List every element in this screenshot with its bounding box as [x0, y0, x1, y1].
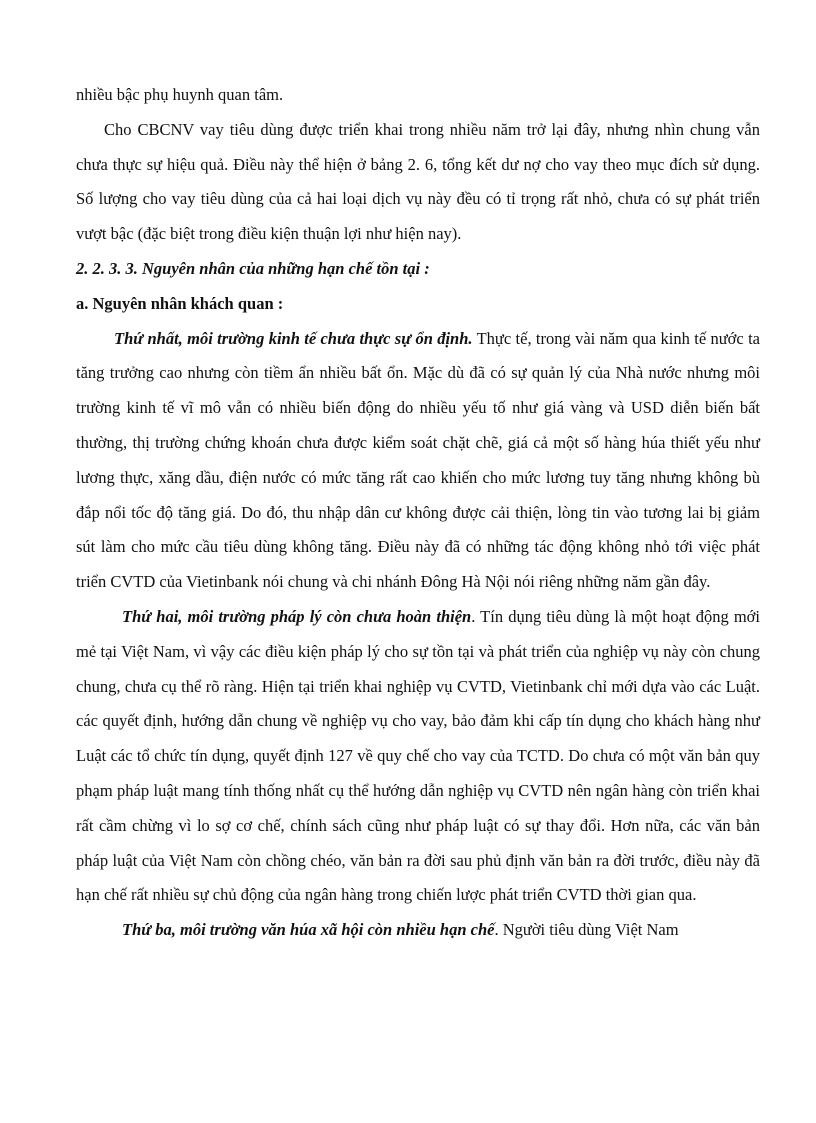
- subsection-heading: a. Nguyên nhân khách quan :: [76, 293, 284, 313]
- paragraph-body: . Tín dụng tiêu dùng là một hoạt động mới mẻ tại Việt Nam, vì vậy các điều kiện pháp lý cho sự tồn tại và phát triển của nghiệp vụ này còn chung chung, chưa cụ thể rõ ràng. Hiện tại triển khai nghiệp vụ CVTD, Vietinbank chỉ mới dựa vào các Luật. các quyết định, hướng dẫn chung về nghiệp vụ cho vay, bảo đảm khi cấp tín dụng cho khách hàng như Luật các tổ chức tín dụng, quyết định 127 về quy chế cho vay của TCTD. Do chưa có một văn bản quy phạm pháp luật mang tính thống nhất cụ thể hướng dẫn nghiệp vụ CVTD nên ngân hàng còn triển khai rất cầm chừng vì lo sợ cơ chế, chính sách cũng như pháp luật có sự thay đổi. Hơn nữa, các văn bản pháp luật của Việt Nam còn chồng chéo, văn bản ra đời sau phủ định văn bản ra đời trước, điều này đã hạn chế rất nhiều sự chủ động của ngân hàng trong chiến lược phát triển CVTD thời gian qua.: [76, 606, 760, 905]
- paragraph-consumer-loans: Cho CBCNV vay tiêu dùng được triển khai trong nhiều năm trở lại đây, nhưng nhìn chung vẫn chưa thực sự hiệu quả. Điều này thể hiện ở bảng 2. 6, tổng kết dư nợ cho vay theo mục đích sử dụng. Số lượng cho vay tiêu dùng của cả hai loại dịch vụ này đều có tỉ trọng rất nhỏ, chưa có sự phát triển vượt bậc (đặc biệt trong điều kiện thuận lợi như hiện nay).: [76, 119, 760, 244]
- section-heading: 2. 2. 3. 3. Nguyên nhân của những hạn chế tồn tại :: [76, 258, 430, 278]
- paragraph-economic-environment: [76, 322, 760, 600]
- paragraph-continuation: nhiều bậc phụ huynh quan tâm.: [76, 85, 284, 104]
- paragraph-lead: Thứ hai, môi trường pháp lý còn chưa hoàn thiện: [122, 606, 472, 626]
- paragraph-body: . Người tiêu dùng Việt Nam: [494, 920, 679, 940]
- document-page: [76, 78, 760, 948]
- paragraph-body: Thực tế, trong vài năm qua kinh tế nước ta tăng trưởng cao nhưng còn tiềm ẩn nhiều bất ổn. Mặc dù đã có sự quản lý của Nhà nước nhưng môi trường kinh tế vĩ mô vẫn có nhiều biến động do nhiều yếu tố như giá vàng và USD diễn biến bất thường, thị trường chứng khoán chưa được kiểm soát chặt chẽ, giá cả một số hàng húa thiết yếu như lương thực, xăng dầu, điện nước có mức tăng rất cao khiến cho mức lương tuy tăng nhưng không bù đắp nổi tốc độ tăng giá. Do đó, thu nhập dân cư không được cải thiện, lòng tin vào tương lai bị giảm sút làm cho mức cầu tiêu dùng không tăng. Điều này đã có những tác động không nhỏ tới việc phát triển CVTD của Vietinbank nói chung và chi nhánh Đông Hà Nội nói riêng những năm gần đây.: [76, 328, 760, 592]
- paragraph-lead: Thứ ba, môi trường văn húa xã hội còn nhiều hạn chế: [122, 920, 495, 940]
- paragraph-lead: Thứ nhất, môi trường kinh tế chưa thực sự ổn định.: [114, 328, 473, 348]
- paragraph-cultural-environment: [76, 913, 760, 948]
- paragraph-legal-environment: [76, 600, 760, 913]
